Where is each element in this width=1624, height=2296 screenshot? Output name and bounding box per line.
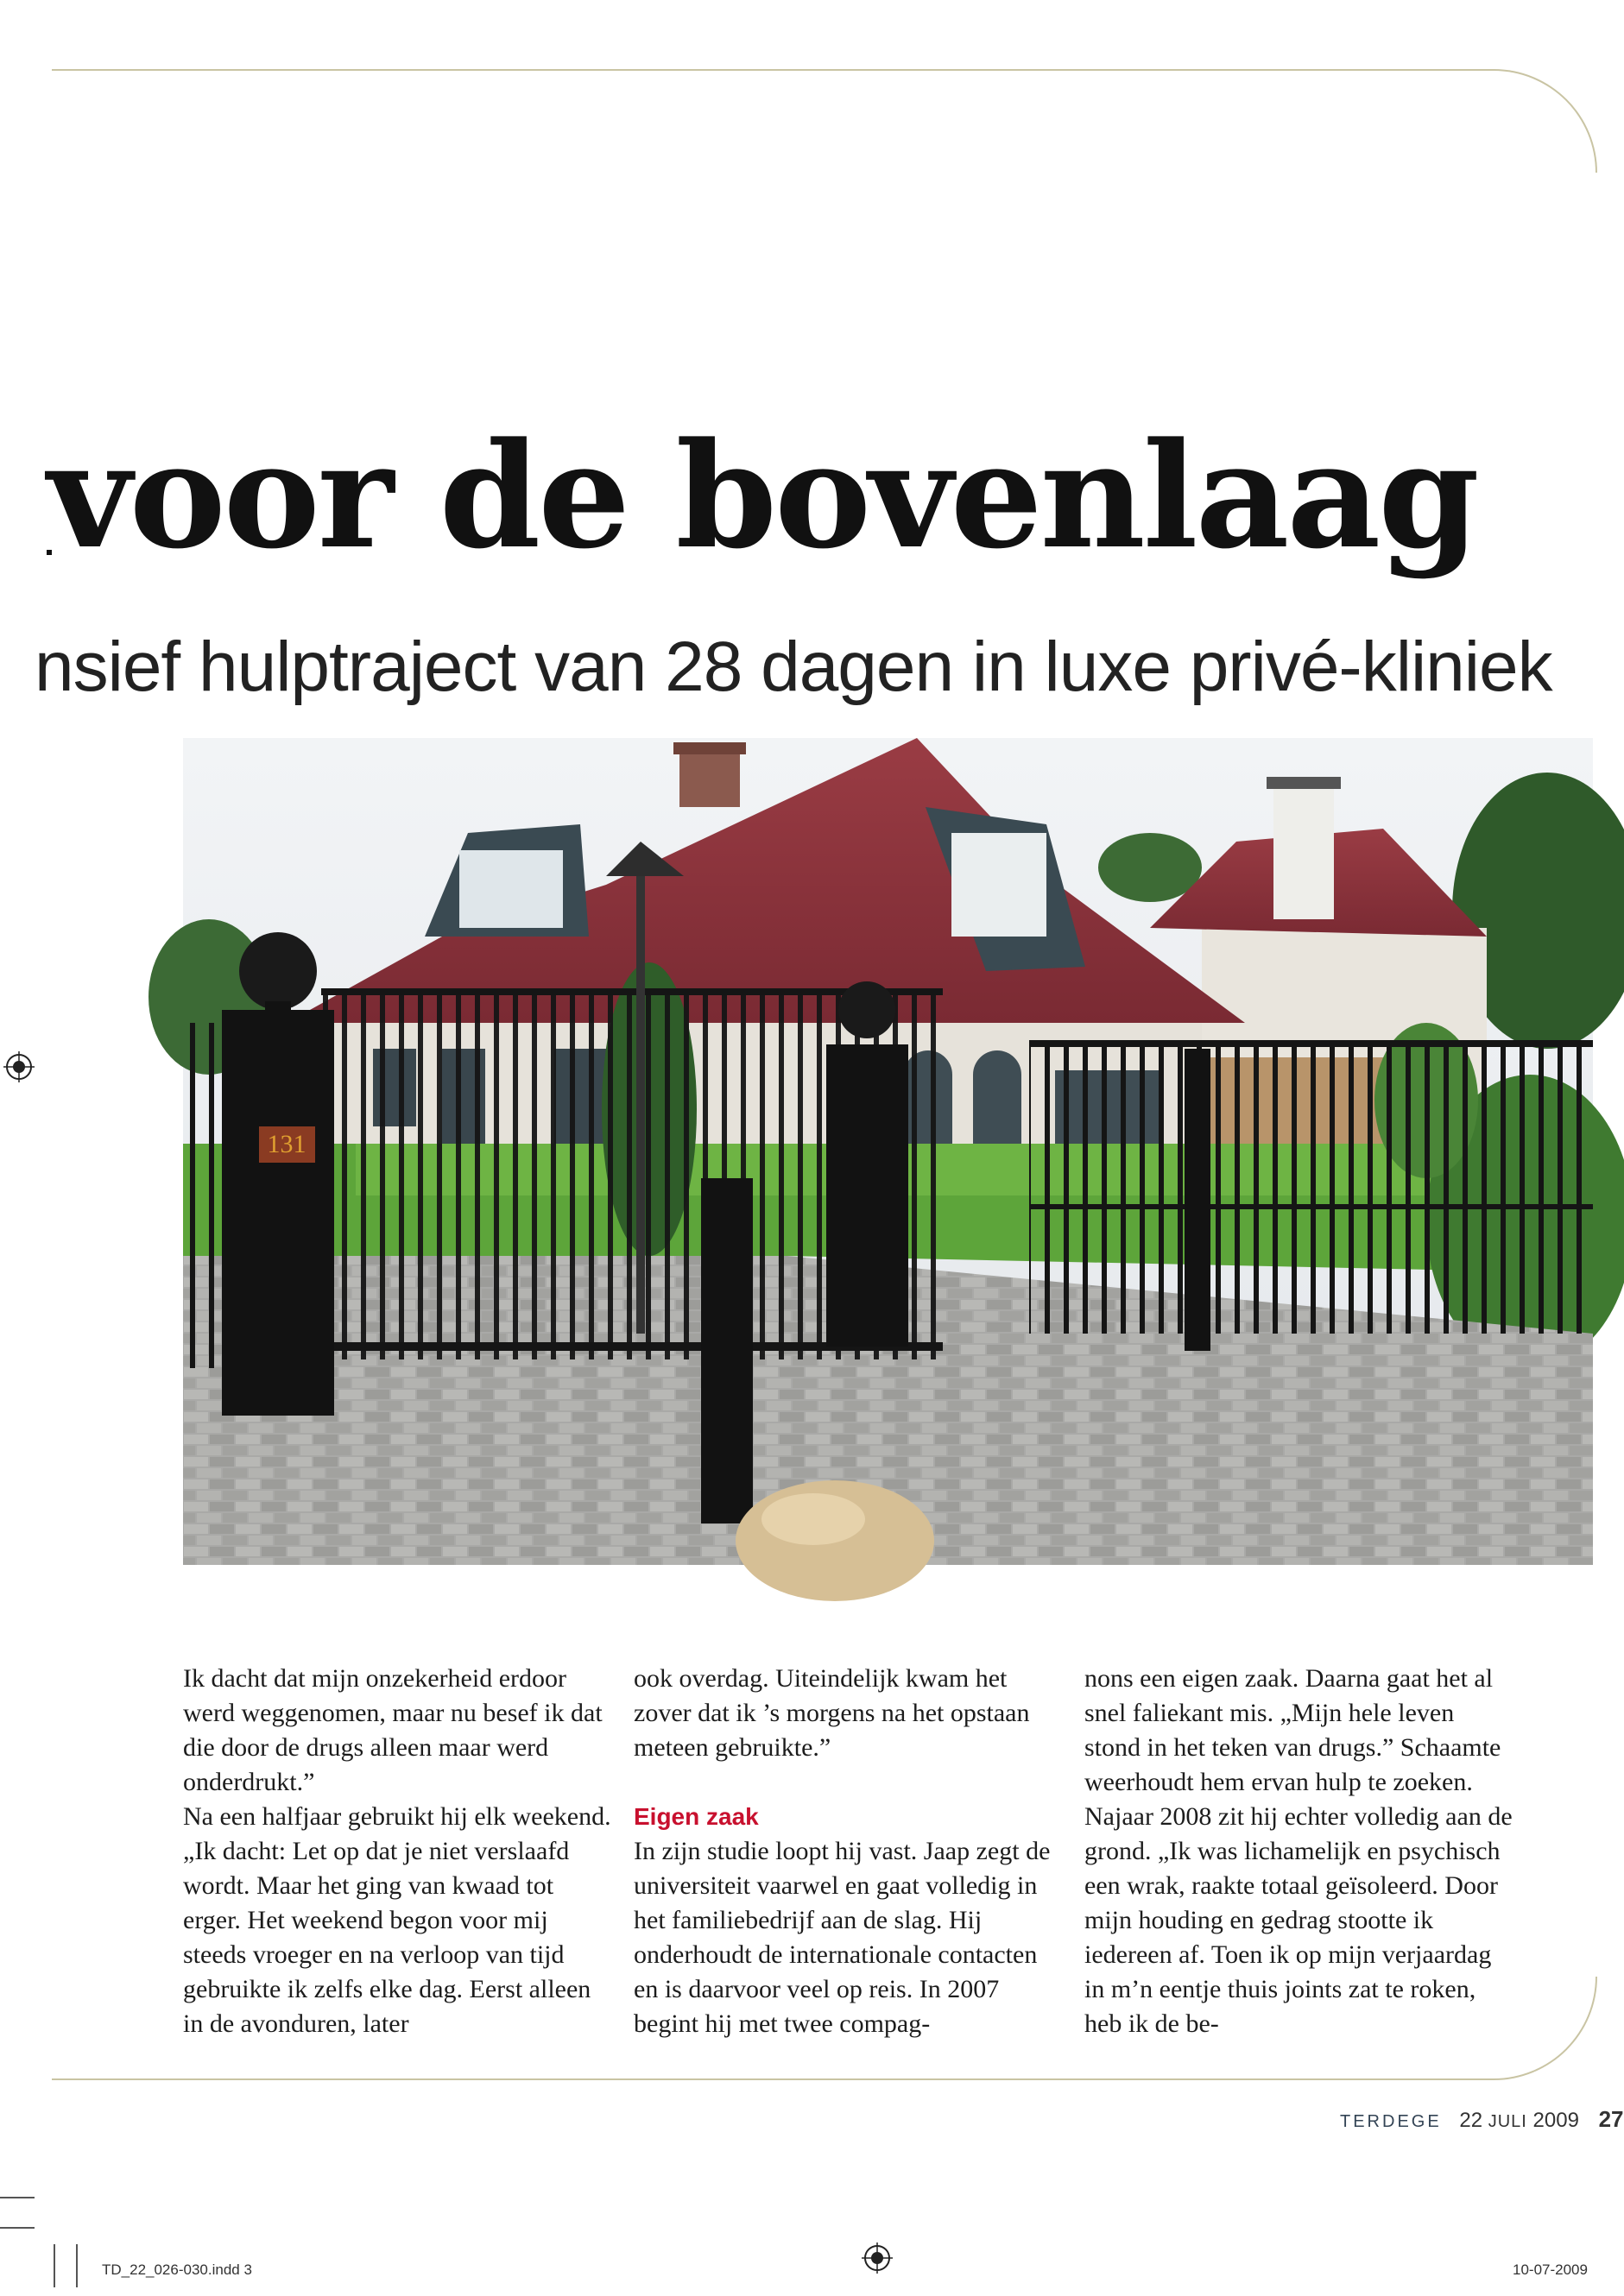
page-frame-top: [52, 69, 1597, 173]
slug-filename: TD_22_026-030.indd 3: [102, 2261, 252, 2278]
headline: voor de bovenlaag: [47, 410, 1477, 581]
crop-mark: [54, 2244, 55, 2287]
issue-day: 22: [1459, 2109, 1483, 2132]
page-number: 27: [1598, 2106, 1624, 2132]
paragraph: Ik dacht dat mijn onzekerheid erdoor werd weggenomen, maar nu besef ik dat die door de drugs alleen maar werd onderdrukt.”: [183, 1664, 603, 1796]
paragraph: In zijn studie loopt hij vast. Jaap zegt de universiteit vaarwel en gaat volledig in het familiebedrijf aan de slag. Hij onderhoudt de internationale contacten en is daarvoor veel op reis. In 2007 begint hij met twee compag-: [634, 1837, 1051, 2038]
section-subheading: Eigen zaak: [634, 1803, 759, 1830]
registration-mark-icon: [862, 2242, 893, 2274]
slug-date: 10-07-2009: [1513, 2261, 1588, 2278]
issue-month: JULI: [1488, 2112, 1527, 2131]
crop-mark: [76, 2244, 78, 2287]
column-1: [183, 1662, 615, 2041]
paragraph: Na een halfjaar gebruikt hij elk weekend. „Ik dacht: Let op dat je niet verslaafd wordt. Maar het ging van kwaad tot erger. Het weekend begon voor mij steeds vroeger en na verloop van tijd gebruikte ik zelfs elke dag. Eerst alleen in de avonduren, later: [183, 1802, 611, 2038]
column-3: [1084, 1662, 1516, 2041]
paragraph: ook overdag. Uiteindelijk kwam het zover dat ik ’s morgens na het opstaan meteen gebruikte.”: [634, 1664, 1030, 1762]
issue-year: 2009: [1532, 2109, 1579, 2132]
paragraph: nons een eigen zaak. Daarna gaat het al snel faliekant mis. „Mijn hele leven stond in het teken van drugs.” Schaamte weerhoudt hem ervan hulp te zoeken. Najaar 2008 zit hij echter volledig aan de grond. „Ik was lichamelijk en psychisch een wrak, raakte totaal geïsoleerd. Door mijn houding en gedrag stootte ik iedereen af. Toen ik op mijn verjaardag in m’n eentje thuis joints zat te roken, heb ik de be-: [1084, 1664, 1513, 2038]
clinic-photo: [183, 738, 1593, 1565]
crop-mark: [0, 2197, 35, 2198]
crop-mark: [0, 2227, 35, 2229]
house-number-plate: 131: [267, 1130, 306, 1158]
page-footer: [1340, 2106, 1624, 2133]
registration-mark-icon: [3, 1051, 35, 1082]
column-2: [634, 1662, 1065, 2041]
subhead: nsief hulptraject van 28 dagen in luxe privé-kliniek: [35, 628, 1552, 706]
magazine-name: TERDEGE: [1340, 2112, 1442, 2131]
